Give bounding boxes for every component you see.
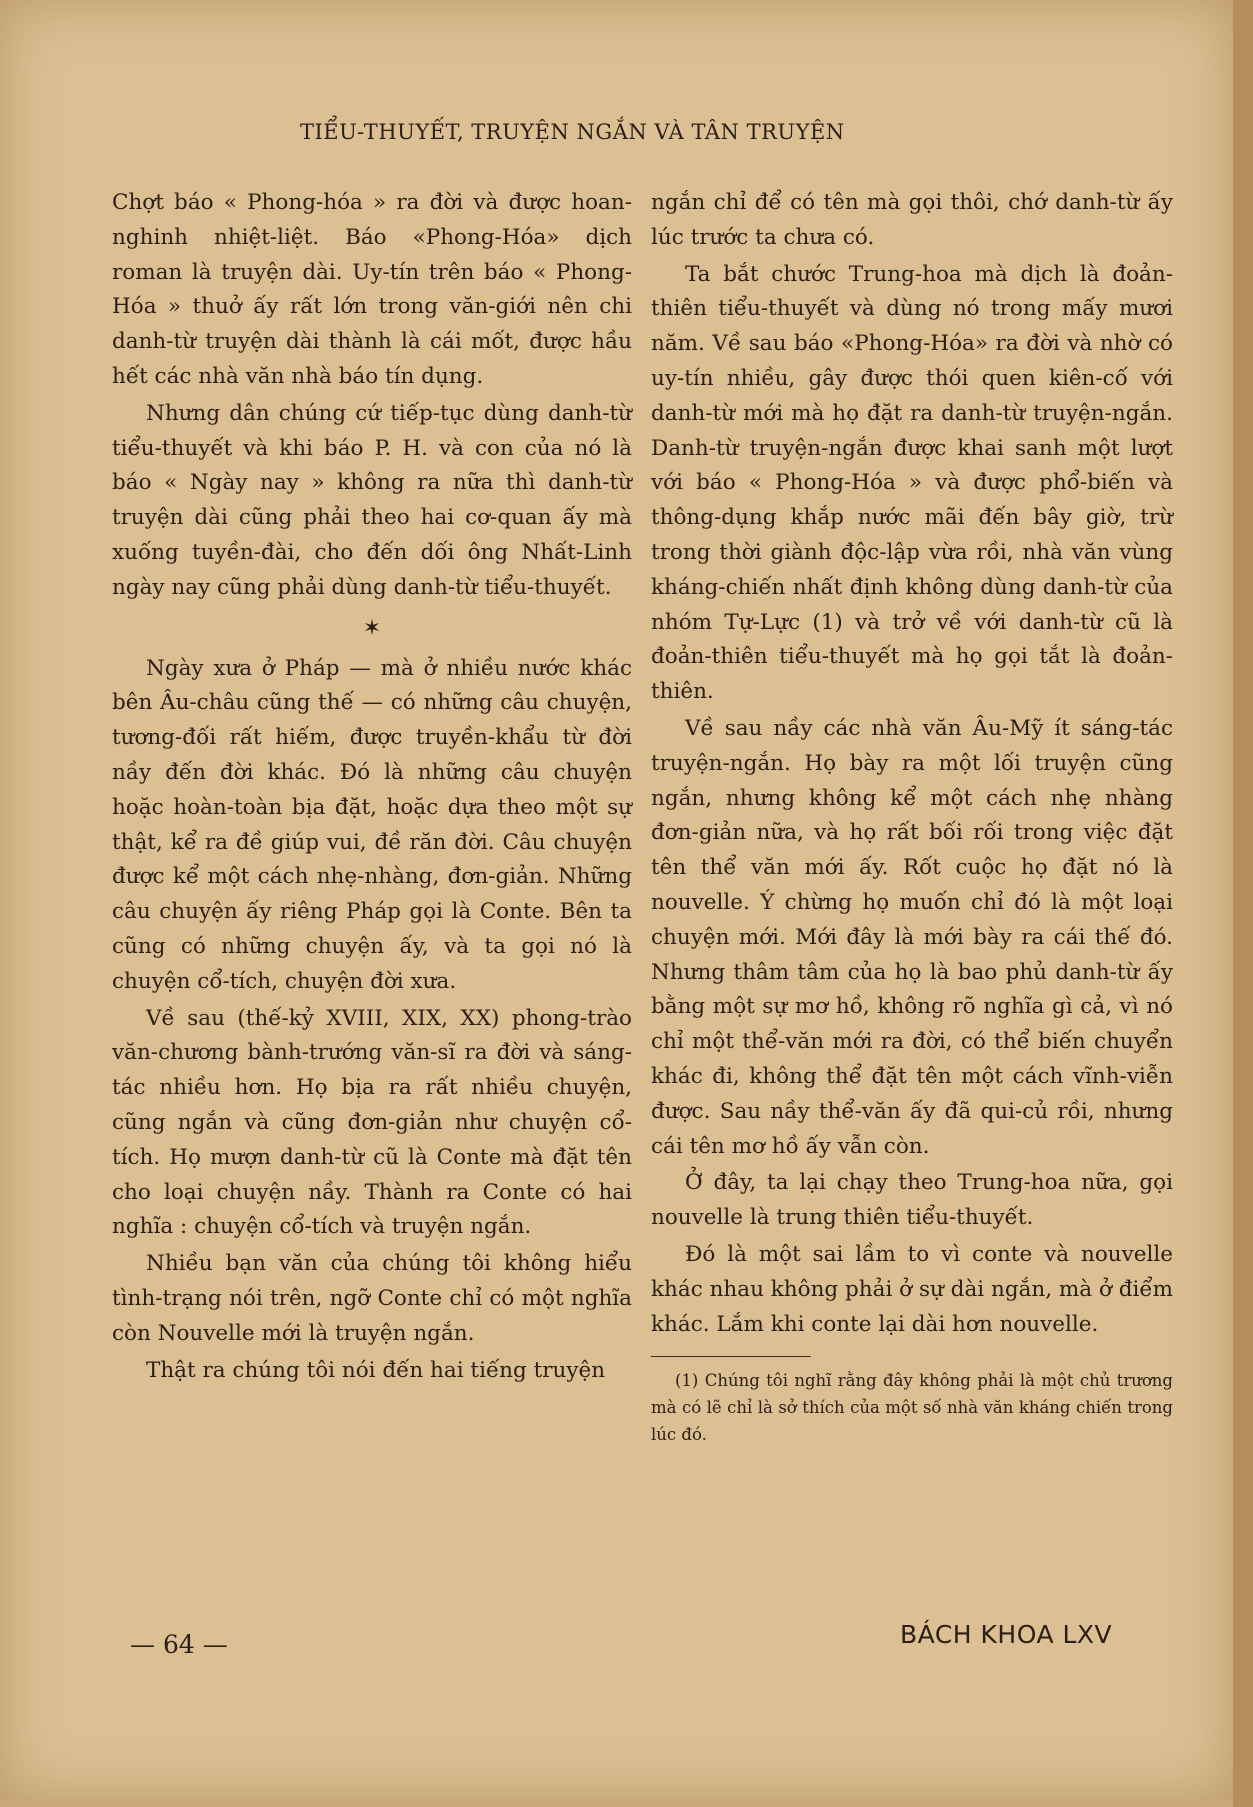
paragraph: Nhưng dân chúng cứ tiếp-tục dùng danh-từ tiểu-thuyết và khi báo P. H. và con của nó là báo « Ngày nay » không ra nữa thì danh-từ truyện dài cũng phải theo hai cơ-quan ấy mà xuống tuyền-đài, cho đến dối ông Nhất-Linh ngày nay cũng phải dùng danh-từ tiểu-thuyết. — [112, 400, 632, 600]
running-title: TIỂU-THUYẾT, TRUYỆN NGẮN VÀ TÂN TRUYỆN — [300, 120, 845, 144]
page-number: — 64 — — [130, 1630, 228, 1659]
paragraph: Về sau nầy các nhà văn Âu-Mỹ ít sáng-tác truyện-ngắn. Họ bày ra một lối truyện cũng ngắn, nhưng không kể một cách nhẹ nhàng đơn-giản nữa, và họ rất bối rối trong việc đặt tên thể văn mới ấy. Rốt cuộc họ đặt nó là nouvelle. Ý chừng họ muốn chỉ đó là một loại chuyện mới. Mới đây là mới bày ra cái thế đó. Nhưng thâm tâm của họ là bao phủ danh-từ ấy bằng một sự mơ hồ, không rõ nghĩa gì cả, vì nó chỉ một thể-văn mới ra đời, có thể biến chuyển khác đi, không thể đặt tên một cách vĩnh-viễn được. Sau nầy thể-văn ấy đã qui-củ rồi, nhưng cái tên mơ hồ ấy vẫn còn. — [651, 715, 1173, 1159]
footnote-text: (1) Chúng tôi nghĩ rằng đây không phải là một chủ trương mà có lẽ chỉ là sở thích của một số nhà văn kháng chiến trong lúc đó. — [651, 1371, 1173, 1445]
footnote-rule — [651, 1356, 811, 1357]
paragraph: Ở đây, ta lại chạy theo Trung-hoa nữa, gọi nouvelle là trung thiên tiểu-thuyết. — [651, 1170, 1173, 1231]
paragraph: Nhiều bạn văn của chúng tôi không hiểu tình-trạng nói trên, ngỡ Conte chỉ có một nghĩa còn Nouvelle mới là truyện ngắn. — [112, 1251, 632, 1346]
right-column — [651, 186, 1173, 1448]
paragraph: ngắn chỉ để có tên mà gọi thôi, chớ danh-từ ấy lúc trước ta chưa có. — [651, 190, 1173, 250]
page-edge — [1233, 0, 1253, 1807]
paragraph: Thật ra chúng tôi nói đến hai tiếng truyện — [146, 1357, 606, 1383]
paragraph: Chợt báo « Phong-hóa » ra đời và được hoan-nghinh nhiệt-liệt. Báo «Phong-Hóa» dịch roman là truyện dài. Uy-tín trên báo « Phong-Hóa » thuở ấy rất lớn trong văn-giới nên chi danh-từ truyện dài thành là cái mốt, được hầu hết các nhà văn nhà báo tín dụng. — [112, 190, 632, 389]
paragraph: Đó là một sai lầm to vì conte và nouvelle khác nhau không phải ở sự dài ngắn, mà ở điểm khác. Lắm khi conte lại dài hơn nouvelle. — [651, 1241, 1173, 1337]
paragraph: Ta bắt chước Trung-hoa mà dịch là đoản-thiên tiểu-thuyết và dùng nó trong mấy mươi năm. Về sau báo «Phong-Hóa» ra đời và nhờ có uy-tín nhiều, gây được thói quen kiên-cố với danh-từ mới mà họ đặt ra danh-từ truyện-ngắn. Danh-từ truyện-ngắn được khai sanh một lượt với báo « Phong-Hóa » và được phổ-biến và thông-dụng khắp nước mãi đến bây giờ, trừ trong thời giành độc-lập vừa rồi, nhà văn vùng kháng-chiến nhất định không dùng danh-từ của nhóm Tự-Lực (1) và trở về với danh-từ cũ là đoản-thiên tiểu-thuyết mà họ gọi tắt là đoản-thiên. — [651, 261, 1173, 705]
paragraph: Về sau (thế-kỷ XVIII, XIX, XX) phong-trào văn-chương bành-trướng văn-sĩ ra đời và sáng-tác nhiều hơn. Họ bịa ra rất nhiều chuyện, cũng ngắn và cũng đơn-giản như chuyện cổ-tích. Họ mượn danh-từ cũ là Conte mà đặt tên cho loại chuyện nầy. Thành ra Conte có hai nghĩa : chuyện cổ-tích và truyện ngắn. — [112, 1005, 632, 1240]
section-separator: ✶ — [362, 615, 382, 641]
paragraph: Ngày xưa ở Pháp — mà ở nhiều nước khác bên Âu-châu cũng thế — có những câu chuyện, tương-đối rất hiếm, được truyền-khẩu từ đời nầy đến đời khác. Đó là những câu chuyện hoặc hoàn-toàn bịa đặt, hoặc dựa theo một sự thật, kể ra đề giúp vui, đề răn đời. Câu chuyện được kể một cách nhẹ-nhàng, đơn-giản. Những câu chuyện ấy riêng Pháp gọi là Conte. Bên ta cũng có những chuyện ấy, và ta gọi nó là chuyện cổ-tích, chuyện đời xưa. — [112, 655, 632, 994]
left-column — [112, 186, 632, 1388]
footnote — [651, 1367, 1173, 1448]
issue-label: BÁCH KHOA LXV — [900, 1620, 1113, 1649]
